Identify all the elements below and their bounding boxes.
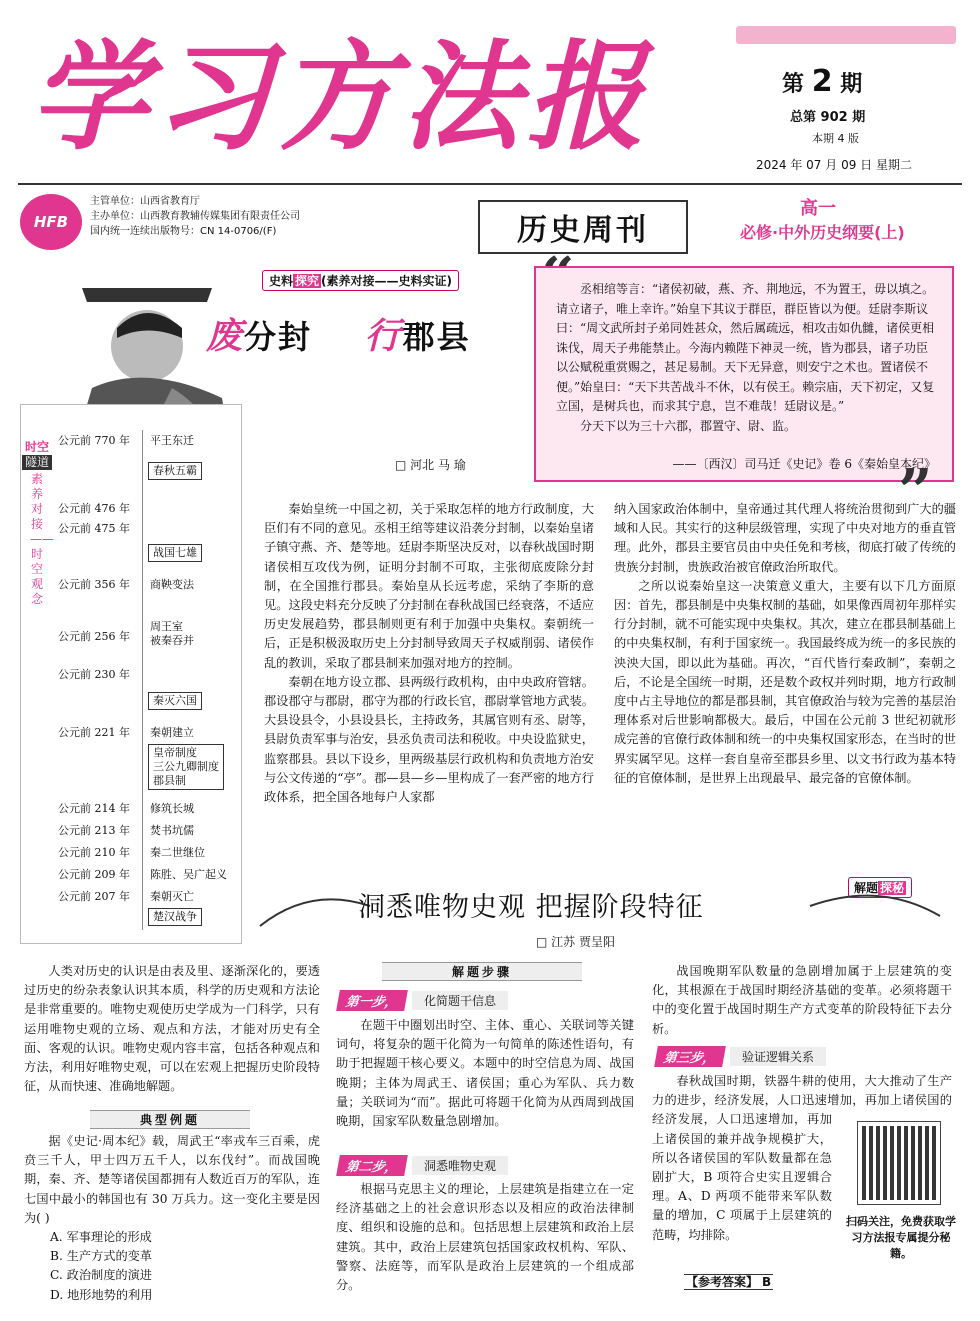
timeline-event: 陈胜、吴广起义 (150, 868, 227, 881)
timeline-period: 春秋五霸 (148, 462, 202, 480)
step-3-label: 第三步， 验证逻辑关系 (656, 1046, 826, 1067)
article1-column-2: 纳入国家政治体制中，皇帝通过其代理人将统治贯彻到广大的疆域和人民。其实行的这种层级管理，实现了中央对地方的垂直管理。此外，郡县主要官员由中央任免和考核，彻底打破了传统的贵族分封制，贵族政治被官僚政治所取代。 之所以说秦始皇这一决策意义重大，主要有以下几方面原因：首先，郡县制是中央集权制的基础，如果像西周初年那样实行分封制，就不可能实现中央集权。其次，建立在郡县制基础上的中央集权制，有利于国家统一。我国最终成为统一的多民族的泱泱大国，即以此为基础。再次，“百代皆行秦政制”，秦朝之后，不论是全国统一时期，还是数个政权并列时期，地方行政制度中占主导地位的都是郡县制，其官僚政治与较为完善的基层治理体系对后世影响都极大。最后，中国在公元前 3 世纪初就形成完善的官僚行政体制和统一的中央集权国家形态，在当时的世界实属罕见。这样一套自皇帝至郡县乡里、以文书行政为基本特征的官僚体制，是世界上出现最早、最完备的官僚体制。 (614, 502, 956, 785)
timeline-event: 秦朝灭亡 (150, 890, 194, 903)
article2-column-3: 战国晚期军队数量的急剧增加属于上层建筑的变化，其根源在于战国时期经济基础的变革。必须将题干中的变化置于战国时期生产方式变革的阶段特征下去分析。 (652, 964, 952, 1036)
timeline-axis (142, 430, 143, 930)
timeline-period: 秦灭六国 (148, 692, 202, 710)
timeline-event: 商鞅变法 (150, 578, 194, 591)
timeline-period: 战国七雄 (148, 544, 202, 562)
timeline-year: 公元前 356 年 (58, 578, 130, 591)
article2-tag: 解题 探秘 (848, 877, 912, 898)
qr-code[interactable] (858, 1122, 940, 1204)
masthead-title: 学习方法报 (30, 28, 651, 166)
timeline-event: 修筑长城 (150, 802, 194, 815)
article-tag: 史料 探究 (素养对接——史料实证) (262, 270, 459, 291)
divider (18, 183, 962, 185)
timeline-year: 公元前 770 年 (58, 434, 130, 447)
edition-info: 本期 4 版 (812, 132, 859, 145)
article-title: 废分封 行郡县 (206, 315, 471, 357)
issue-number: 第 2 期 (782, 64, 863, 99)
timeline-event: 周王室 被秦吞并 (150, 620, 194, 647)
timeline-year: 公元前 256 年 (58, 630, 130, 643)
article2-author: □ 江苏 贾呈阳 (536, 935, 615, 949)
timeline-year: 公元前 475 年 (58, 522, 130, 535)
section-title: 历史周刊 (478, 200, 688, 254)
timeline-panel (20, 404, 242, 944)
timeline-period: 楚汉战争 (148, 908, 202, 926)
timeline-side-label: 时空 隧道 素养对接——时空观念 (22, 440, 52, 607)
step-1-text: 在题干中圈划出时空、主体、重心、关联词等关键词句，将复杂的题干化简为一句简单的陈述性语句，有助于把握题干核心要义。本题中的时空信息为周、战国晚期；主体为周武王、诸侯国；重心为军队、兵力数量；关联词为“而”。据此可将题干化简为从西周到战国晚期，国家军队数量急剧增加。 (336, 1018, 634, 1129)
qr-caption: 扫码关注，免费获取学习方法报专属提分秘籍。 (846, 1215, 956, 1260)
timeline-event: 焚书坑儒 (150, 824, 194, 837)
example-header: 典型例题 (90, 1110, 250, 1129)
reference-answer: 【参考答案】 B (686, 1275, 772, 1289)
timeline-period: 皇帝制度 三公九卿制度 郡县制 (148, 744, 224, 790)
timeline-year: 公元前 214 年 (58, 802, 130, 815)
step-2-text: 根据马克思主义的理论，上层建筑是指建立在一定经济基础之上的社会意识形态以及相应的政治法律制度、组织和设施的总和。包括思想上层建筑和政治上层建筑。其中，政治上层建筑包括国家政权机构、军队、警察、法庭等，而军队是政治上层建筑的一个组成部分。 (336, 1182, 634, 1293)
timeline-event: 秦二世继位 (150, 846, 205, 859)
issue-date: 2024 年 07 月 09 日 星期二 (756, 158, 912, 172)
timeline-year: 公元前 230 年 (58, 668, 130, 681)
step-3-text: 经济发展，人口迅速增加，再加上诸侯国的兼并战争规模扩大，所以各诸侯国的军队数量都在急剧扩大，B 项符合史实且逻辑合理。A、D 两项不能带来军队数量的增加，C 项属于上层建筑的范畴，均排除。 (652, 1112, 832, 1242)
timeline-year: 公元前 213 年 (58, 824, 130, 837)
publisher-info: 主管单位：山西省教育厅 主办单位：山西教育教辅传媒集团有限责任公司 国内统一连续出版物号：CN 14-0706/(F) (90, 196, 300, 237)
step-2-label: 第二步， 洞悉唯物史观 (338, 1155, 508, 1176)
top-pink-bar (736, 26, 956, 44)
total-issue: 总第 902 期 (790, 110, 866, 125)
grade-label: 高一 (800, 198, 836, 219)
source-quote-box: 丞相绾等言：“诸侯初破，燕、齐、荆地远，不为置王，毋以填之。请立诸子，唯上幸许。”始皇下其议于群臣，群臣皆以为便。廷尉李斯议曰：“周文武所封子弟同姓甚众，然后属疏远，相攻击如仇雠，诸侯更相诛伐，周天子弗能禁止。今海内赖陛下神灵一统，皆为郡县，诸子功臣以公赋税重赏赐之，甚足易制。天下无异意，则安宁之术也。置诸侯不便。”始皇曰：“天下共苦战斗不休，以有侯王。赖宗庙，天下初定，又复立国，是树兵也，而求其宁息，岂不难哉！廷尉议是。” 分天下以为三十六郡，郡置守、尉、监。 ——〔西汉〕司马迁《史记》卷 6《秦始皇本纪》 (534, 266, 954, 482)
step-3-text-head: 春秋战国时期，铁器牛耕的使用，大大推动了生产力的进步，经济发展，人口迅速增加，再加上诸侯国的 (652, 1074, 952, 1108)
timeline-event: 秦朝建立 (150, 726, 194, 739)
publisher-logo: HFB (20, 194, 82, 250)
course-label: 必修·中外历史纲要(上) (740, 223, 905, 242)
steps-header: 解题步骤 (382, 962, 582, 981)
article2-column-1: 人类对历史的认识是由表及里、逐渐深化的，要透过历史的纷杂表象认识其本质，科学的历史观和方法论是非常重要的。唯物史观使历史学成为一门科学，只有运用唯物史观的立场、观点和方法，才能对历史有全面、客观的认识。唯物史观内容丰富，包括各种观点和方法，利用好唯物史观，可以在宏观上把握历史阶段特征，从而快速、准确地解题。 (24, 964, 320, 1094)
example-question: 据《史记·周本纪》载，周武王“率戎车三百乘，虎贲三千人，甲士四万五千人，以东伐纣”。而战国晚期，秦、齐、楚等诸侯国都拥有人数近百万的军队，连七国中最小的韩国也有 30 万兵力。这一变化主要是因为( ) A. 军事理论的形成 B. 生产方式的变革 C. 政治制度的演进 D. 地形地势的利用 (24, 1134, 320, 1302)
timeline-year: 公元前 221 年 (58, 726, 130, 739)
step-1-label: 第一步， 化简题干信息 (338, 990, 508, 1011)
timeline-year: 公元前 210 年 (58, 846, 130, 859)
article1-column-1: 秦始皇统一中国之初，关于采取怎样的地方行政制度，大臣们有不同的意见。丞相王绾等建议沿袭分封制，以秦始皇诸子镇守燕、齐、楚等地。廷尉李斯坚决反对，以春秋战国时期诸侯相互攻伐为例，证明分封制不可取，主张彻底废除分封制，在全国推行郡县。秦始皇从长远考虑，采纳了李斯的意见。这段史料充分反映了分封制在春秋战国已经衰落，不适应历史发展趋势，郡县制则更有利于加强中央集权。秦朝统一后，正是积极汲取历史上分封制导致周天子权威削弱、诸侯作乱的教训，采取了郡县制来加强对地方的控制。 秦朝在地方设立郡、县两级行政机构，由中央政府管辖。郡设郡守与郡尉，郡守为郡的行政长官，郡尉掌管地方武装。大县设县令，小县设县长，主持政务，其属官则有丞、尉等，县尉负责军事与治安，县丞负责司法和税收。中央设监狱史，监察郡县。县以下设乡，里两级基层行政机构和负责地方治安与公文传递的“亭”。郡—县—乡—里构成了一套严密的地方行政体系，把全国各地每户人家都 (264, 502, 594, 805)
article-author: □ 河北 马 瑜 (395, 458, 466, 472)
timeline-year: 公元前 209 年 (58, 868, 130, 881)
article2-title: 洞悉唯物史观 把握阶段特征 (358, 892, 704, 923)
timeline-year: 公元前 476 年 (58, 502, 130, 515)
timeline-event: 平王东迁 (150, 434, 194, 447)
timeline-year: 公元前 207 年 (58, 890, 130, 903)
close-quote-icon: ” (898, 457, 933, 527)
